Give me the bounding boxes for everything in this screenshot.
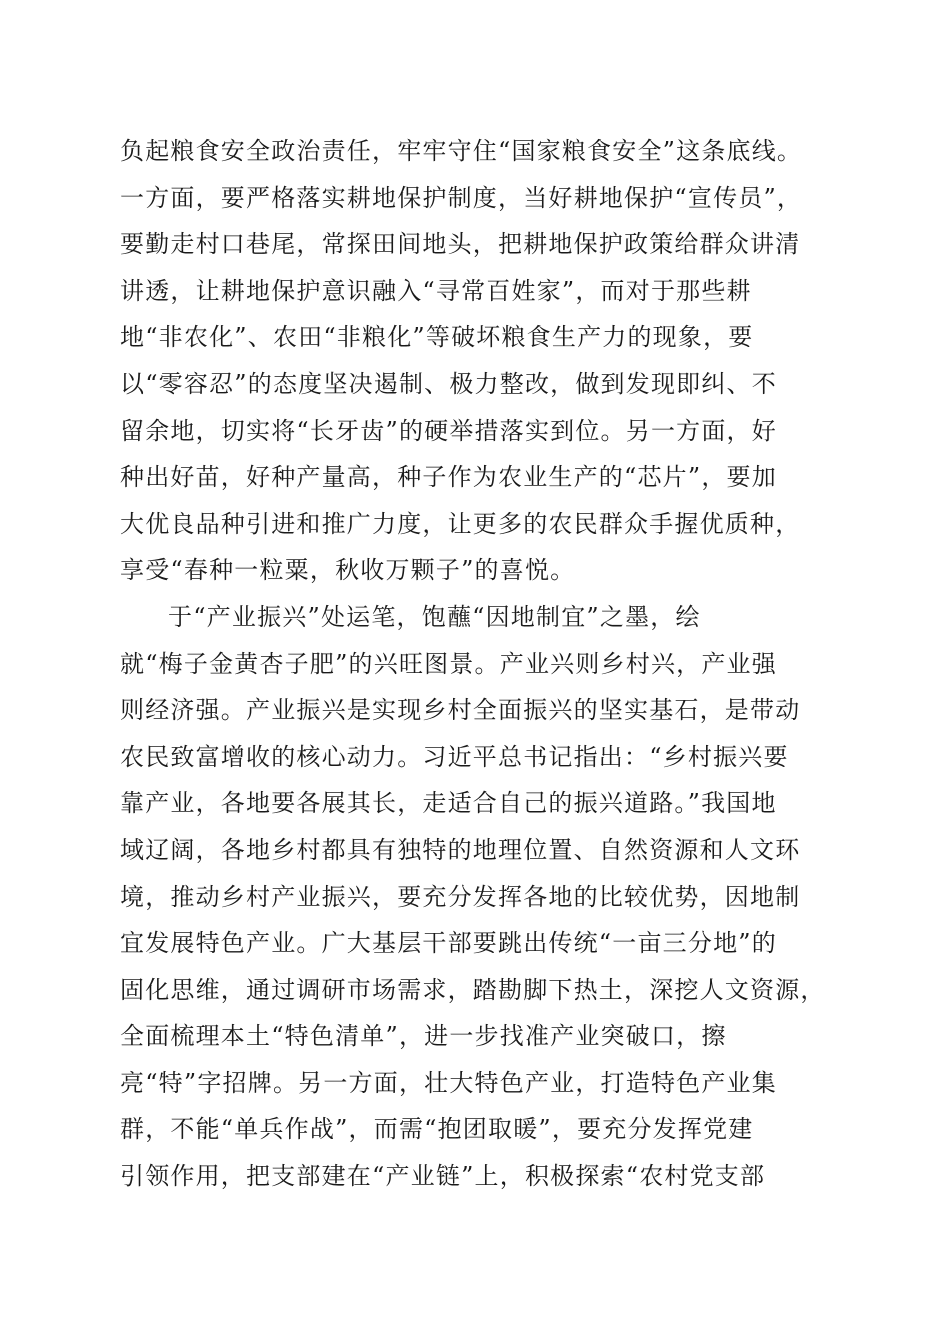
text-line: 要勤走村口巷尾，常探田间地头，把耕地保护政策给群众讲清: [120, 230, 801, 259]
text-line: 固化思维，通过调研市场需求，踏勘脚下热土，深挖人文资源，: [120, 975, 826, 1004]
text-line: 一方面，要严格落实耕地保护制度，当好耕地保护“宣传员”，: [120, 183, 803, 212]
text-line: 境，推动乡村产业振兴，要充分发挥各地的比较优势，因地制: [120, 882, 801, 911]
text-line: 负起粮食安全政治责任，牢牢守住“国家粮食安全”这条底线。: [120, 137, 803, 165]
text-line: 种出好苗，好种产量高，种子作为农业生产的“芯片”，要加: [120, 463, 777, 492]
text-line: 域辽阔，各地乡村都具有独特的地理位置、自然资源和人文环: [120, 835, 801, 864]
text-line: 享受“春种一粒粟，秋收万颗子”的喜悦。: [120, 556, 576, 585]
text-line: 就“梅子金黄杏子肥”的兴旺图景。产业兴则乡村兴，产业强: [120, 649, 777, 678]
text-line: 地“非农化”、农田“非粮化”等破坏粮食生产力的现象，要: [120, 323, 754, 352]
text-line: 留余地，切实将“长牙齿”的硬举措落实到位。另一方面，好: [120, 416, 777, 445]
text-line: 靠产业，各地要各展其长，走适合自己的振兴道路。”我国地: [120, 789, 777, 818]
text-line: 则经济强。产业振兴是实现乡村全面振兴的坚实基石，是带动: [120, 696, 801, 725]
text-line: 农民致富增收的核心动力。习近平总书记指出：“乡村振兴要: [120, 742, 789, 771]
text-line: 亮“特”字招牌。另一方面，壮大特色产业，打造特色产业集: [120, 1068, 777, 1097]
text-line: 群，不能“单兵作战”，而需“抱团取暖”，要充分发挥党建: [120, 1115, 754, 1144]
text-line: 全面梳理本土“特色清单”，进一步找准产业突破口，擦: [120, 1022, 727, 1051]
body-text: [120, 128, 840, 1200]
text-line: 讲透，让耕地保护意识融入“寻常百姓家”，而对于那些耕: [120, 276, 752, 305]
text-line: 宜发展特色产业。广大基层干部要跳出传统“一亩三分地”的: [120, 929, 777, 958]
text-line: 大优良品种引进和推广力度，让更多的农民群众手握优质种，: [120, 509, 801, 538]
paragraph-start-line: 于“产业振兴”处运笔，饱蘸“因地制宜”之墨，绘: [168, 602, 701, 631]
text-line: 以“零容忍”的态度坚决遏制、极力整改，做到发现即纠、不: [120, 369, 777, 398]
text-line: 引领作用，把支部建在“产业链”上，积极探索“农村党支部: [120, 1162, 766, 1191]
